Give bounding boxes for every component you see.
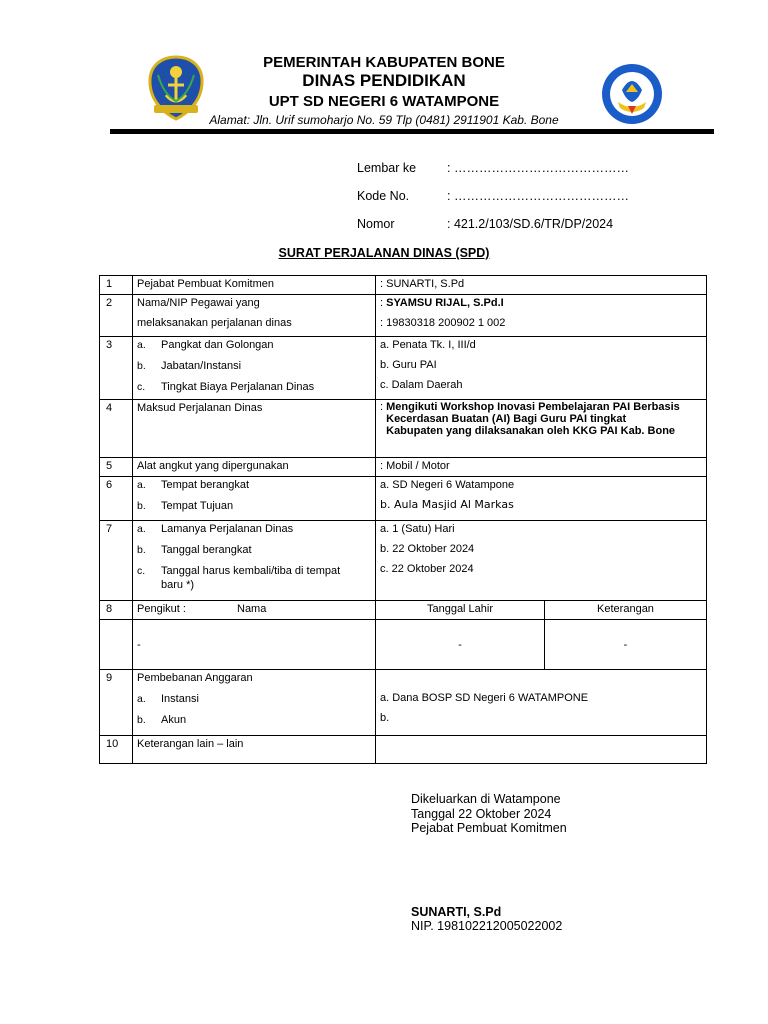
sub-label: Instansi xyxy=(161,693,199,705)
col-tanggal-lahir: Tanggal Lahir xyxy=(376,601,545,620)
signer-nip: NIP. 198102212005022002 xyxy=(411,919,563,933)
table-row xyxy=(100,601,707,620)
pengikut-nama: - xyxy=(133,620,376,670)
sub-value: b. xyxy=(380,712,390,724)
table-row xyxy=(100,736,707,764)
sub-marker: a. xyxy=(137,479,146,491)
sub-marker: a. xyxy=(137,339,146,351)
sub-value: a. Penata Tk. I, III/d xyxy=(380,339,476,351)
table-row xyxy=(100,276,707,295)
row-label xyxy=(133,295,376,337)
row-value: : SUNARTI, S.Pd xyxy=(376,276,707,295)
employee-nip: : 19830318 200902 1 002 xyxy=(380,317,506,329)
sub-marker: b. xyxy=(137,500,146,512)
signer-role: Pejabat Pembuat Komitmen xyxy=(411,821,567,835)
row-label xyxy=(133,477,376,521)
issued-date: Tanggal 22 Oktober 2024 xyxy=(411,807,552,821)
sub-marker: a. xyxy=(137,523,146,535)
nomor-label: Nomor xyxy=(357,217,395,231)
sub-value: a. Dana BOSP SD Negeri 6 WATAMPONE xyxy=(380,692,589,704)
table-row xyxy=(100,458,707,477)
document-title: SURAT PERJALANAN DINAS (SPD) xyxy=(278,246,490,260)
row-value xyxy=(376,337,707,400)
table-row xyxy=(100,337,707,400)
header-line-agency: DINAS PENDIDIKAN xyxy=(302,71,466,90)
kode-label: Kode No. xyxy=(357,189,410,203)
row-label: Alat angkut yang dipergunakan xyxy=(133,458,376,477)
table-row xyxy=(100,400,707,458)
row-label: Maksud Perjalanan Dinas xyxy=(133,400,376,458)
header-line-school: UPT SD NEGERI 6 WATAMPONE xyxy=(268,93,500,110)
sub-value: b. Guru PAI xyxy=(380,359,437,371)
sub-value: b. Aula Masjid Al Markas xyxy=(380,498,514,511)
row-label xyxy=(133,521,376,601)
sub-marker: a. xyxy=(137,693,146,705)
sub-label: Tempat Tujuan xyxy=(161,500,234,512)
sub-value: c. 22 Oktober 2024 xyxy=(380,563,474,575)
issued-place: Dikeluarkan di Watampone xyxy=(411,792,561,806)
sub-value: b. 22 Oktober 2024 xyxy=(380,543,475,555)
row-label xyxy=(133,601,376,620)
sub-marker: b. xyxy=(137,544,146,556)
pengikut-ket: - xyxy=(545,620,707,670)
sub-marker: b. xyxy=(137,360,146,372)
value-prefix: : xyxy=(380,297,387,309)
spd-table xyxy=(99,275,707,764)
sub-label: Tingkat Biaya Perjalanan Dinas xyxy=(161,381,315,393)
col-keterangan: Keterangan xyxy=(545,601,707,620)
employee-name: SYAMSU RIJAL, S.Pd.I xyxy=(386,297,504,309)
col-nama: Nama xyxy=(237,603,267,615)
row-number: 2 xyxy=(100,295,133,337)
sub-value: c. Dalam Daerah xyxy=(380,379,463,391)
pengikut-tgl: - xyxy=(376,620,545,670)
row-value xyxy=(376,295,707,337)
sub-label: Pembebanan Anggaran xyxy=(137,672,253,684)
sub-marker: c. xyxy=(137,381,146,393)
lembar-value: : …………………………………… xyxy=(447,161,629,175)
row-label xyxy=(133,670,376,736)
sub-label: Akun xyxy=(161,714,187,726)
row-value xyxy=(376,400,707,458)
row-label-line: Nama/NIP Pegawai yang xyxy=(137,297,260,309)
signer-name: SUNARTI, S.Pd xyxy=(411,905,502,919)
row-label: Pejabat Pembuat Komitmen xyxy=(133,276,376,295)
sub-label: Jabatan/Instansi xyxy=(161,360,242,372)
row-number: 5 xyxy=(100,458,133,477)
row-number: 6 xyxy=(100,477,133,521)
header-address: Alamat: Jln. Urif sumoharjo No. 59 Tlp (0481) 2911901 Kab. Bone xyxy=(209,113,559,127)
row-number: 8 xyxy=(100,601,133,620)
row-value xyxy=(376,670,707,736)
sub-label: Tanggal berangkat xyxy=(161,544,252,556)
header-divider xyxy=(110,129,714,134)
row-value xyxy=(376,521,707,601)
table-row xyxy=(100,620,707,670)
sub-label: Lamanya Perjalanan Dinas xyxy=(161,523,294,535)
value-prefix: : xyxy=(380,401,387,413)
row-number: 1 xyxy=(100,276,133,295)
sub-value: a. SD Negeri 6 Watampone xyxy=(380,479,515,491)
row-value xyxy=(376,477,707,521)
nomor-value: : 421.2/103/SD.6/TR/DP/2024 xyxy=(447,217,614,231)
kode-value: : …………………………………… xyxy=(447,189,629,203)
row-label-line: melaksanakan perjalanan dinas xyxy=(137,317,292,329)
sub-label: Tanggal harus kembali/tiba di tempat baru *) xyxy=(161,565,341,591)
row-number: 9 xyxy=(100,670,133,736)
lembar-label: Lembar ke xyxy=(357,161,417,175)
row-label xyxy=(133,337,376,400)
row-number: 7 xyxy=(100,521,133,601)
row-number: 10 xyxy=(100,736,133,764)
sub-label: Tempat berangkat xyxy=(161,479,250,491)
table-row xyxy=(100,477,707,521)
pengikut-label: Pengikut : xyxy=(137,603,186,615)
row-value xyxy=(376,736,707,764)
sub-label: Pangkat dan Golongan xyxy=(161,339,274,351)
row-number: 4 xyxy=(100,400,133,458)
sub-value: a. 1 (Satu) Hari xyxy=(380,523,455,535)
trip-purpose: Mengikuti Workshop Inovasi Pembelajaran PAI Berbasis Kecerdasan Buatan (AI) Bagi Guru PAI tingkat Kabupaten yang dilaksanakan oleh KKG PAI Kab. Bone xyxy=(386,401,680,437)
header-line-government: PEMERINTAH KABUPATEN BONE xyxy=(263,54,505,71)
table-row xyxy=(100,521,707,601)
row-number: 3 xyxy=(100,337,133,400)
table-row xyxy=(100,670,707,736)
row-label: Keterangan lain – lain xyxy=(133,736,376,764)
sub-marker: c. xyxy=(137,565,146,577)
table-row xyxy=(100,295,707,337)
sub-marker: b. xyxy=(137,714,146,726)
row-value: : Mobil / Motor xyxy=(376,458,707,477)
